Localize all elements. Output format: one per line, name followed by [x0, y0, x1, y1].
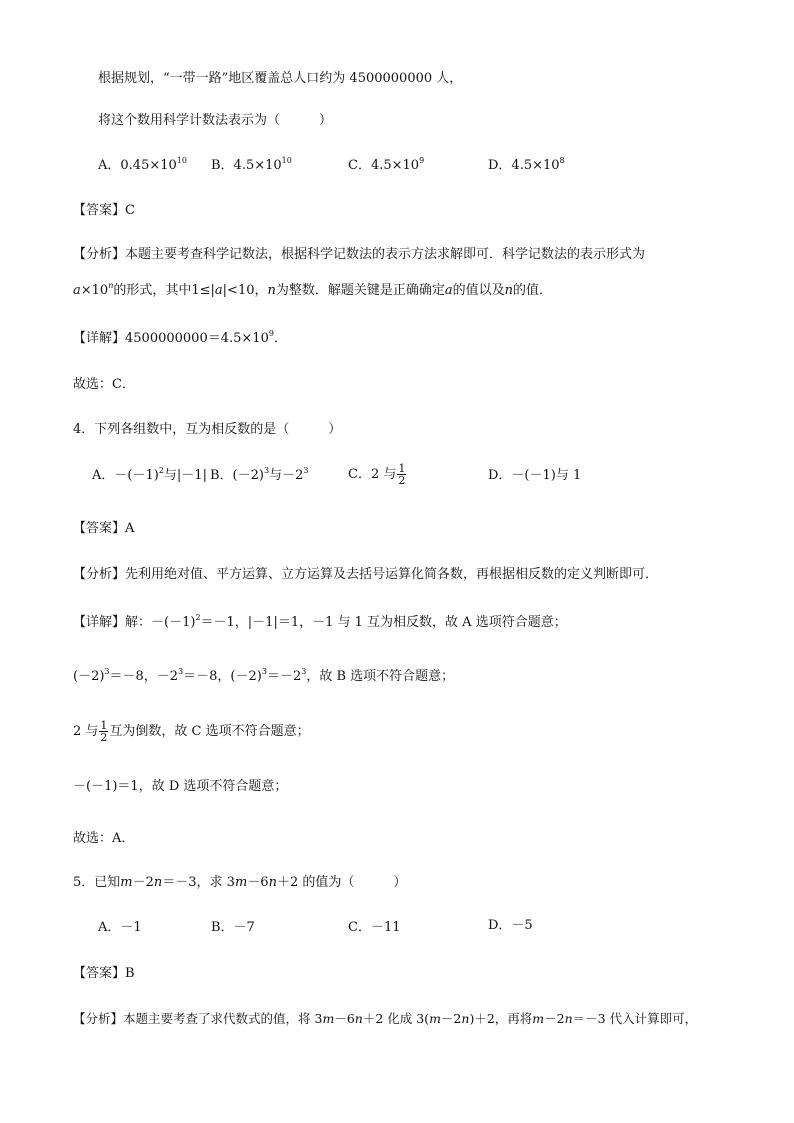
q3-analysis-line2: $a\times 10^n$的形式，其中1≤|a|<10，n为整数．解题关键是正确确定a的值以及n的值． — [73, 281, 553, 298]
q4-answer: 【答案】A — [73, 521, 135, 536]
q4-option-a: A．$-(-1)^2$与|－1| — [92, 466, 207, 483]
q4-analysis: 【分析】先利用绝对值、平方运算、立方运算及去括号运算化简各数，再根据相反数的定义判断即可． — [73, 567, 659, 582]
q4-choose: 故选：A． — [73, 831, 135, 846]
q5-option-d: D．－5 — [488, 918, 533, 933]
q3-option-d: D．$4.5\times 10^8$ — [488, 156, 565, 173]
q3-choose: 故选：C． — [73, 377, 135, 392]
q3-stem-line2: 将这个数用科学计数法表示为（ ） — [98, 113, 333, 128]
q5-stem: 5．已知m－2n＝－3，求 3m－6n＋2 的值为（ ） — [73, 875, 407, 890]
q5-answer: 【答案】B — [73, 966, 135, 981]
q4-detail-line1: 【详解】解：$-(-1)^2=-1$，|－1|＝1，－1 与 1 互为相反数，故 A 选项符合题意； — [73, 613, 567, 630]
q4-option-b: B．$(-2)^3$与$-2^3$ — [210, 466, 309, 483]
q3-option-c: C．$4.5\times 10^9$ — [348, 156, 425, 173]
q3-option-b: B．$4.5\times 10^{10}$ — [211, 156, 292, 173]
q4-detail-line2: $(-2)^3=-8$，$-2^3=-8$，$(-2)^3=-2^3$，故 B 选项不符合题意； — [73, 667, 455, 684]
q4-option-d: D．－(－1)与 1 — [488, 468, 582, 483]
q5-analysis: 【分析】本题主要考查了求代数式的值，将 3m－6n＋2 化成 3(m－2n)＋2，再将m－2n＝－3 代入计算即可， — [73, 1011, 698, 1026]
q4-detail-line4: －(－1)＝1，故 D 选项不符合题意； — [73, 779, 288, 794]
fraction-one-half: $\frac{1}{2}$ — [100, 719, 108, 744]
q5-option-b: B．－7 — [211, 920, 255, 935]
q4-detail-line3: 2 与 $\frac{1}{2}$ 互为倒数，故 C 选项不符合题意； — [73, 719, 310, 744]
q5-option-c: C．－11 — [348, 920, 401, 935]
q4-stem: 4．下列各组数中，互为相反数的是（ ） — [73, 422, 342, 437]
q3-detail: 【详解】$4500000000=4.5\times 10^9$． — [73, 329, 287, 346]
fraction-one-half: $\frac{1}{2}$ — [398, 462, 406, 487]
q3-answer: 【答案】C — [73, 203, 135, 218]
q3-analysis-line1: 【分析】本题主要考查科学记数法，根据科学记数法的表示方法求解即可．科学记数法的表示形式为 — [73, 247, 646, 262]
q3-option-a: A．$0.45\times 10^{10}$ — [98, 156, 187, 173]
q3-stem-line1: 根据规划，“一带一路”地区覆盖总人口约为 4500000000 人， — [98, 71, 463, 86]
q5-option-a: A．－1 — [98, 920, 142, 935]
q4-option-c: C．2 与 $\frac{1}{2}$ — [348, 462, 406, 487]
